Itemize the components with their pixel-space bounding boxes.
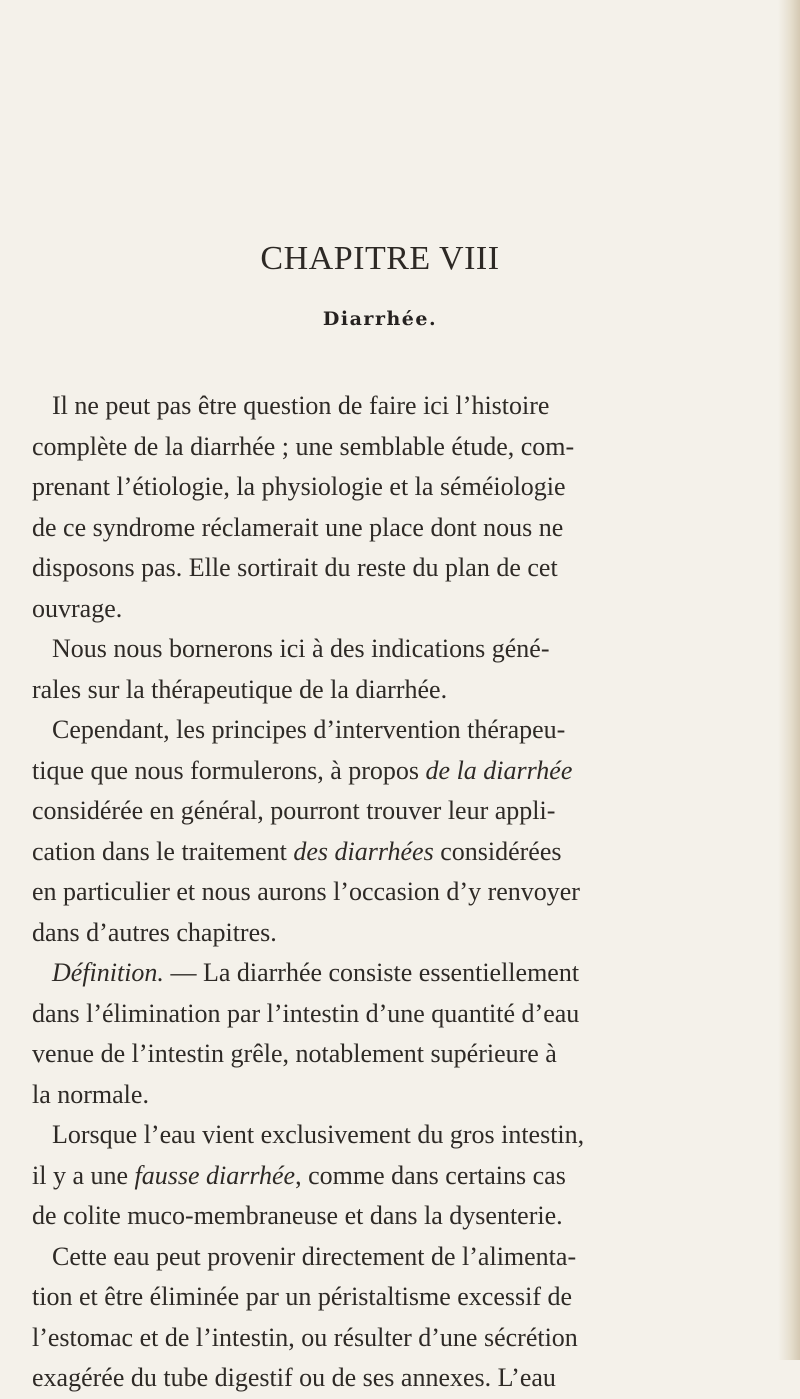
text-span: ouvrage. (32, 593, 123, 623)
text-span: exagérée du tube digestif ou de ses annexes. L’eau (32, 1363, 556, 1392)
text-span: il y a une (32, 1160, 135, 1190)
text-span: disposons pas. Elle sortirait du reste du plan de cet (32, 553, 558, 582)
italic-text: de la diarrhée (425, 755, 573, 785)
text-span: tion et être éliminée par un péristaltisme excessif de (32, 1282, 573, 1311)
italic-text: fausse diarrhée (134, 1160, 296, 1190)
text-span: considérée en général, pourront trouver leur appli- (32, 796, 556, 825)
text-span: dans d’autres chapitres. (32, 917, 277, 947)
text-span: prenant l’étiologie, la physiologie et la séméiologie (32, 472, 566, 501)
text-line (32, 1075, 774, 1116)
text-line (32, 832, 774, 873)
text-line (32, 913, 774, 954)
text-line (32, 548, 774, 589)
text-span: en particulier et nous aurons l’occasion d’y renvoyer (32, 877, 580, 906)
text-span: — La diarrhée consiste essentiellement (163, 958, 580, 987)
text-span: Cette eau peut provenir directement de l’alimenta- (52, 1241, 577, 1271)
section-title: Diarrhée. (322, 308, 438, 330)
text-span: tique que nous formulerons, à propos (32, 755, 426, 785)
text-span: de colite muco-membraneuse et dans la dysenterie. (32, 1201, 563, 1230)
text-span: rales sur la thérapeutique de la diarrhée. (32, 674, 448, 704)
text-span: Lorsque l’eau vient exclusivement du gros intestin, (52, 1120, 585, 1149)
text-span: l’estomac et de l’intestin, ou résulter d’une sécrétion (32, 1322, 578, 1352)
text-line (32, 629, 774, 670)
text-span: Il ne peut pas être question de faire ici l’histoire (52, 391, 550, 420)
text-line (32, 994, 774, 1035)
text-line (32, 670, 774, 711)
text-span: venue de l’intestin grêle, notablement supérieure à (32, 1039, 557, 1068)
text-line (32, 1115, 774, 1156)
italic-text: des diarrhées (293, 836, 434, 866)
text-span: considérées (433, 836, 562, 866)
italic-text: Définition. (52, 958, 164, 987)
text-line (32, 427, 774, 468)
text-line (32, 1318, 774, 1359)
text-line (32, 508, 774, 549)
text-span: cation dans le traitement (32, 836, 294, 866)
text-line (32, 1034, 774, 1075)
text-line (32, 953, 774, 994)
text-line (32, 791, 774, 832)
page-edge-shadow (778, 0, 800, 1360)
text-line (32, 467, 774, 508)
text-span: de ce syndrome réclamerait une place dont nous ne (32, 512, 564, 542)
text-span: Cependant, les principes d’intervention thérapeu- (52, 715, 566, 744)
text-line (32, 1237, 774, 1278)
chapter-title: CHAPITRE VIII (260, 240, 500, 277)
text-span: Nous nous bornerons ici à des indications géné- (52, 634, 550, 663)
text-line (32, 872, 774, 913)
text-line (32, 589, 774, 630)
text-line (32, 751, 774, 792)
text-line (32, 1277, 774, 1318)
body-text (32, 386, 774, 1399)
text-span: dans l’élimination par l’intestin d’une quantité d’eau (32, 998, 580, 1028)
text-line (32, 1196, 774, 1237)
text-line (32, 386, 774, 427)
text-span: , comme dans certains cas (295, 1160, 566, 1190)
text-line (32, 1358, 774, 1399)
text-line (32, 710, 774, 751)
text-span: complète de la diarrhée ; une semblable étude, com- (32, 431, 575, 461)
text-span: la normale. (32, 1079, 149, 1109)
text-line (32, 1156, 774, 1197)
